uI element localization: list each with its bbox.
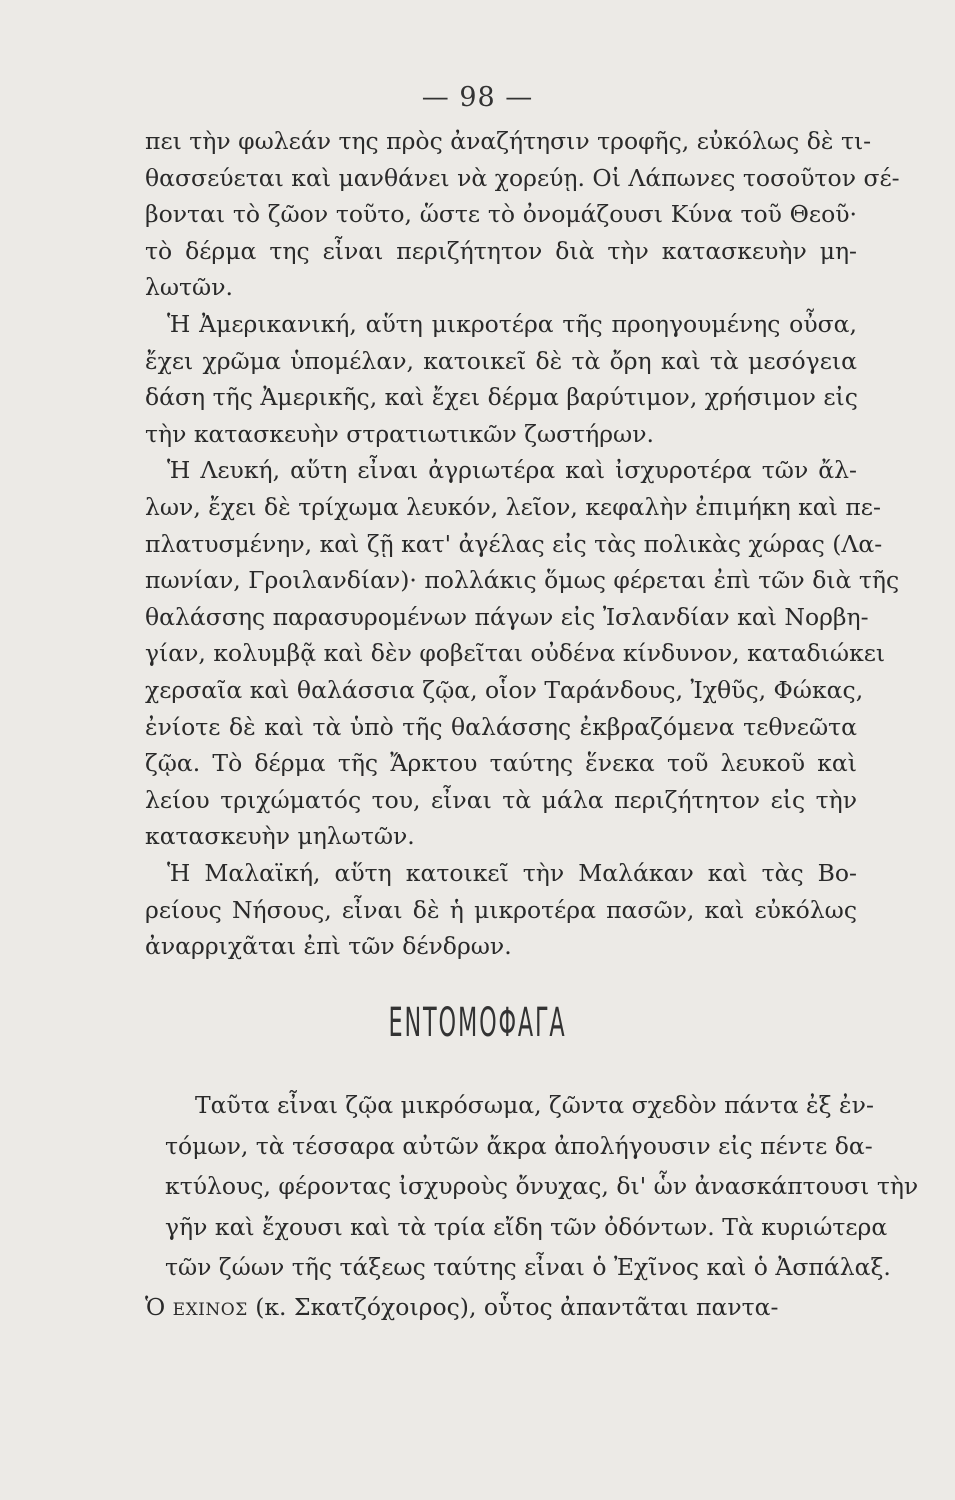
text-line: τῶν ζώων τῆς τάξεως ταύτης εἶναι ὁ Ἐχῖνος καὶ ὁ Ἀσπάλαξ. <box>165 1253 891 1281</box>
text-line: ζῷα. Τὸ δέρμα τῆς Ἄρκτου ταύτης ἕνεκα τοῦ λευκοῦ καὶ <box>145 749 857 778</box>
text-line: λων, ἔχει δὲ τρίχωμα λευκόν, λεῖον, κεφαλὴν ἐπιμήκη καὶ πε- <box>145 493 881 521</box>
text-line: γίαν, κολυμβᾷ καὶ δὲν φοβεῖται οὐδένα κίνδυνον, καταδιώκει <box>145 639 886 668</box>
text-line-echinos <box>145 1292 857 1325</box>
text-line: τόμων, τὰ τέσσαρα αὐτῶν ἄκρα ἀπολήγουσιν εἰς πέντε δα- <box>165 1131 873 1160</box>
text-line: κατασκευὴν μηλωτῶν. <box>145 822 415 851</box>
text-line: γῆν καὶ ἔχουσι καὶ τὰ τρία εἴδη τῶν ὀδόντων. Τὰ κυριώτερα <box>165 1212 888 1241</box>
text-line: τὴν κατασκευὴν στρατιωτικῶν ζωστήρων. <box>145 419 654 448</box>
text-line: δάση τῆς Ἀμερικῆς, καὶ ἔχει δέρμα βαρύτιμον, χρήσιμον εἰς <box>145 383 858 412</box>
echinos-smallcaps: ΕΧΙΝΟΣ <box>172 1300 248 1320</box>
text-line: ἐνίοτε δὲ καὶ τὰ ὑπὸ τῆς θαλάσσης ἐκβραζόμενα τεθνεῶτα <box>145 712 857 741</box>
text-line: λωτῶν. <box>145 273 233 302</box>
text-line: λείου τριχώματός του, εἶναι τὰ μάλα περιζήτητον εἰς τὴν <box>145 785 857 814</box>
page-number: — 98 — <box>421 82 534 113</box>
text-line: πωνίαν, Γροιλανδίαν)· πολλάκις ὅμως φέρεται ἐπὶ τῶν διὰ τῆς <box>145 566 900 595</box>
text-line: Ἡ Λευκή, αὕτη εἶναι ἀγριωτέρα καὶ ἰσχυροτέρα τῶν ἄλ- <box>167 456 857 485</box>
line-prefix: Ὁ <box>145 1293 173 1321</box>
text-line: ἀναρριχᾶται ἐπὶ τῶν δένδρων. <box>145 932 512 961</box>
text-line: τὸ δέρμα της εἶναι περιζήτητον διὰ τὴν κατασκευὴν μη- <box>145 236 857 265</box>
text-line: χερσαῖα καὶ θαλάσσια ζῷα, οἷον Ταράνδους, Ἰχθῦς, Φώκας, <box>145 676 864 704</box>
text-line: θασσεύεται καὶ μανθάνει νὰ χορεύῃ. Οἱ Λάπωνες τοσοῦτον σέ- <box>145 163 900 192</box>
text-line: κτύλους, φέροντας ἰσχυροὺς ὄνυχας, δι' ὧν ἀνασκάπτουσι τὴν <box>165 1172 919 1200</box>
text-line: Ταῦτα εἶναι ζῷα μικρόσωμα, ζῶντα σχεδὸν πάντα ἐξ ἐν- <box>195 1091 874 1119</box>
text-line: Ἡ Μαλαϊκή, αὕτη κατοικεῖ τὴν Μαλάκαν καὶ τὰς Βο- <box>167 859 857 887</box>
text-line: Ἡ Ἀμερικανική, αὕτη μικροτέρα τῆς προηγουμένης οὖσα, <box>167 310 857 338</box>
text-line: πλατυσμένην, καὶ ζῇ κατ' ἀγέλας εἰς τὰς πολικὰς χώρας (Λα- <box>145 529 883 558</box>
line-suffix: (κ. Σκατζόχοιρος), οὗτος ἀπαντᾶται παντα- <box>247 1293 779 1321</box>
text-line: βονται τὸ ζῶον τοῦτο, ὥστε τὸ ὀνομάζουσι Κύνα τοῦ Θεοῦ· <box>145 200 857 229</box>
section-heading: ΕΝΤΟΜΟΦΑΓΑ <box>388 1000 567 1046</box>
text-line: πει τὴν φωλεάν της πρὸς ἀναζήτησιν τροφῆς, εὐκόλως δὲ τι- <box>145 127 872 155</box>
text-line: ρείους Νήσους, εἶναι δὲ ἡ μικροτέρα πασῶν, καὶ εὐκόλως <box>145 895 857 924</box>
text-line: ἔχει χρῶμα ὑπομέλαν, κατοικεῖ δὲ τὰ ὄρη καὶ τὰ μεσόγεια <box>145 346 857 375</box>
text-line: θαλάσσης παρασυρομένων πάγων εἰς Ἰσλανδίαν καὶ Νορβη- <box>145 602 869 631</box>
